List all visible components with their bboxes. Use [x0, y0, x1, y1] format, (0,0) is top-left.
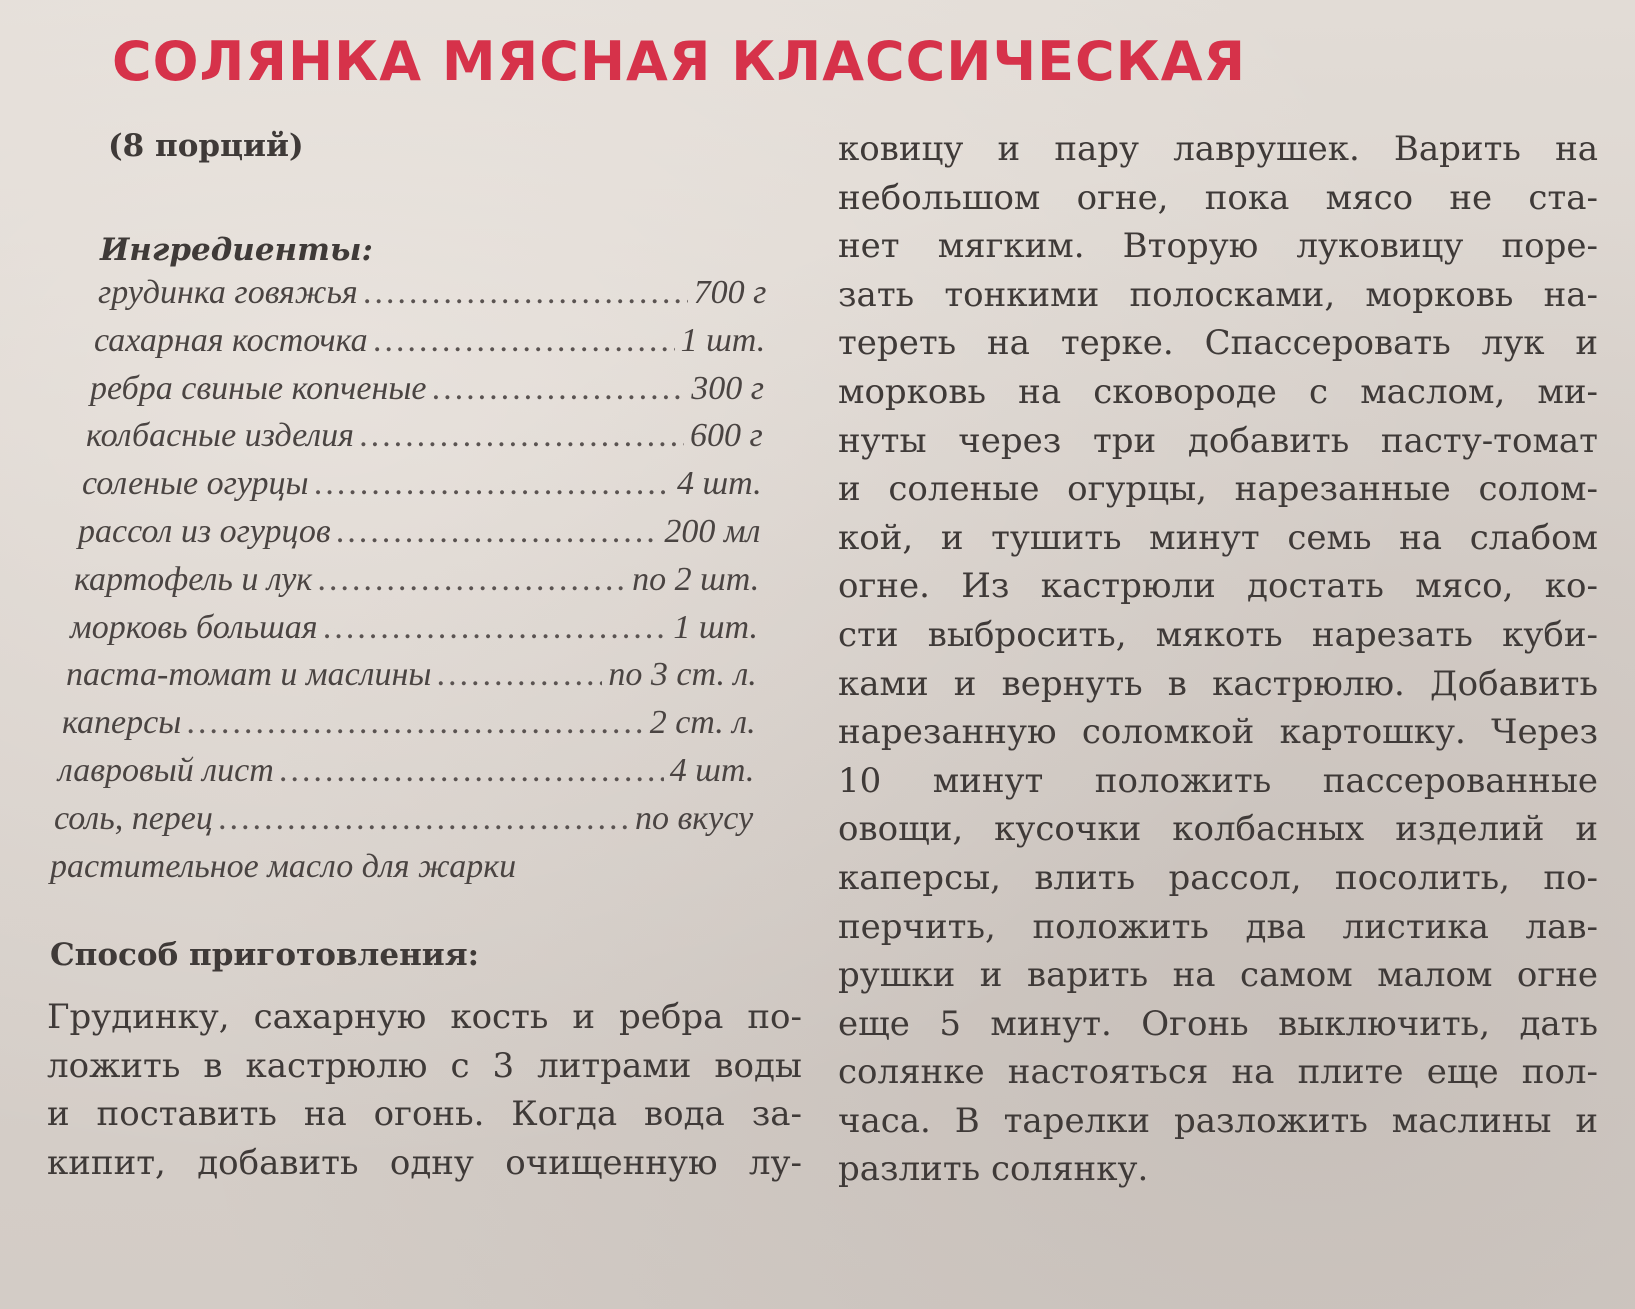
ingredient-row	[50, 609, 758, 657]
ingredient-row	[50, 513, 760, 561]
ingredient-leader-dots	[337, 513, 659, 551]
ingredient-name: соленые огурцы	[82, 465, 309, 503]
method-text-line: овощи, кусочки колбасных изделий и	[838, 809, 1598, 850]
ingredient-row	[50, 752, 754, 800]
ingredient-row	[50, 274, 766, 322]
ingredient-leader-dots	[318, 561, 626, 599]
method-text-line: перчить, положить два листика лав-	[838, 906, 1598, 947]
ingredient-name: ребра свиные копченые	[90, 369, 427, 407]
ingredient-leader-dots	[374, 322, 675, 360]
ingredient-row	[50, 322, 765, 370]
ingredient-quantity: 700 г	[693, 274, 767, 311]
ingredient-quantity: по 2 шт.	[632, 560, 760, 598]
method-text-line: сти выбросить, мякоть нарезать куби-	[838, 614, 1598, 655]
ingredient-quantity: 1 шт.	[680, 321, 766, 359]
ingredient-leader-dots	[187, 704, 643, 742]
ingredient-name: паста-томат и маслины	[66, 656, 432, 694]
ingredient-quantity: 600 г	[690, 417, 763, 455]
ingredient-leader-dots	[437, 656, 602, 694]
servings-label: (8 порций)	[108, 128, 304, 164]
method-text-line: каперсы, влить рассол, посолить, по-	[838, 857, 1598, 898]
method-text-line: нуты через три добавить пасту-томат	[838, 420, 1598, 461]
ingredient-quantity: 1 шт.	[673, 608, 758, 646]
method-text-line: 10 минут положить пассерованные	[838, 760, 1598, 801]
method-text-line: ками и вернуть в кастрюлю. Добавить	[838, 663, 1598, 704]
ingredient-quantity: 2 ст. л.	[649, 704, 756, 742]
method-text-line: морковь на сковороде с маслом, ми-	[838, 371, 1598, 412]
ingredient-name: каперсы	[62, 704, 182, 742]
recipe-title: СОЛЯНКА МЯСНАЯ КЛАССИЧЕСКАЯ	[112, 30, 1247, 93]
ingredient-name: лавровый лист	[58, 751, 274, 789]
ingredient-row	[50, 561, 759, 609]
method-text-line: разлить солянку.	[838, 1149, 1149, 1190]
ingredient-leader-dots	[324, 609, 668, 647]
method-text-line: еще 5 минут. Огонь выключить, дать	[838, 1003, 1598, 1044]
method-text-line: солянке настояться на плите еще пол-	[838, 1052, 1598, 1093]
ingredient-name: морковь большая	[70, 608, 318, 646]
ingredient-leader-dots	[315, 465, 671, 503]
ingredient-name: соль, перец	[54, 799, 213, 837]
ingredient-quantity: 200 мл	[664, 512, 761, 550]
ingredient-quantity: 4 шт.	[669, 751, 755, 789]
ingredient-row	[50, 417, 763, 465]
ingredient-row	[50, 704, 756, 752]
ingredient-name: рассол из огурцов	[78, 512, 331, 550]
method-text-line: огне. Из кастрюли достать мясо, ко-	[838, 566, 1598, 607]
method-text-right-column	[838, 125, 1598, 1194]
method-text-line: ложить в кастрюлю с 3 литрами воды	[47, 1045, 802, 1086]
ingredient-row	[50, 656, 757, 704]
ingredients-list	[50, 274, 810, 848]
method-text-line: Грудинку, сахарную кость и ребра по-	[47, 997, 802, 1037]
ingredients-section	[50, 232, 810, 895]
method-text-line: рушки и варить на самом малом огне	[838, 955, 1598, 996]
method-text-line: и соленые огурцы, нарезанные солом-	[838, 469, 1598, 510]
ingredient-name: картофель и лук	[74, 560, 313, 598]
ingredients-heading: Ингредиенты:	[100, 232, 373, 268]
ingredient-row	[50, 370, 764, 418]
method-text-line: тереть на терке. Спассеровать лук и	[838, 323, 1598, 364]
method-text-line: нет мягким. Вторую луковицу поре-	[838, 226, 1598, 267]
method-text-line: зать тонкими полосками, морковь на-	[838, 274, 1598, 315]
method-text-line: и поставить на огонь. Когда вода за-	[47, 1094, 802, 1135]
method-text-line: нарезанную соломкой картошку. Через	[838, 712, 1598, 753]
ingredient-row	[50, 465, 762, 513]
ingredient-name: грудинка говяжья	[98, 274, 358, 311]
ingredient-leader-dots	[219, 800, 629, 838]
ingredient-leader-dots	[432, 370, 685, 408]
ingredient-row	[50, 800, 753, 848]
ingredient-name: колбасные изделия	[86, 417, 354, 455]
ingredient-quantity: по 3 ст. л.	[608, 656, 757, 694]
method-text-line: часа. В тарелки разложить маслины и	[838, 1100, 1598, 1141]
ingredient-quantity: 300 г	[691, 369, 764, 407]
ingredient-leader-dots	[280, 752, 664, 790]
method-heading: Способ приготовления:	[50, 937, 480, 973]
method-text-line: ковицу и пару лаврушек. Варить на	[838, 129, 1598, 169]
method-text-line: кой, и тушить минут семь на слабом	[838, 517, 1598, 558]
ingredient-name: сахарная косточка	[94, 321, 368, 359]
ingredient-quantity: 4 шт.	[676, 465, 762, 503]
ingredient-leader-dots	[360, 417, 684, 455]
method-text-line: небольшом огне, пока мясо не ста-	[838, 177, 1598, 218]
method-text-line: кипит, добавить одну очищенную лу-	[47, 1142, 802, 1183]
method-text-left-column	[47, 993, 802, 1187]
ingredients-note: растительное масло для жарки	[50, 847, 517, 885]
ingredient-quantity: по вкусу	[635, 799, 754, 837]
ingredient-leader-dots	[364, 274, 688, 312]
